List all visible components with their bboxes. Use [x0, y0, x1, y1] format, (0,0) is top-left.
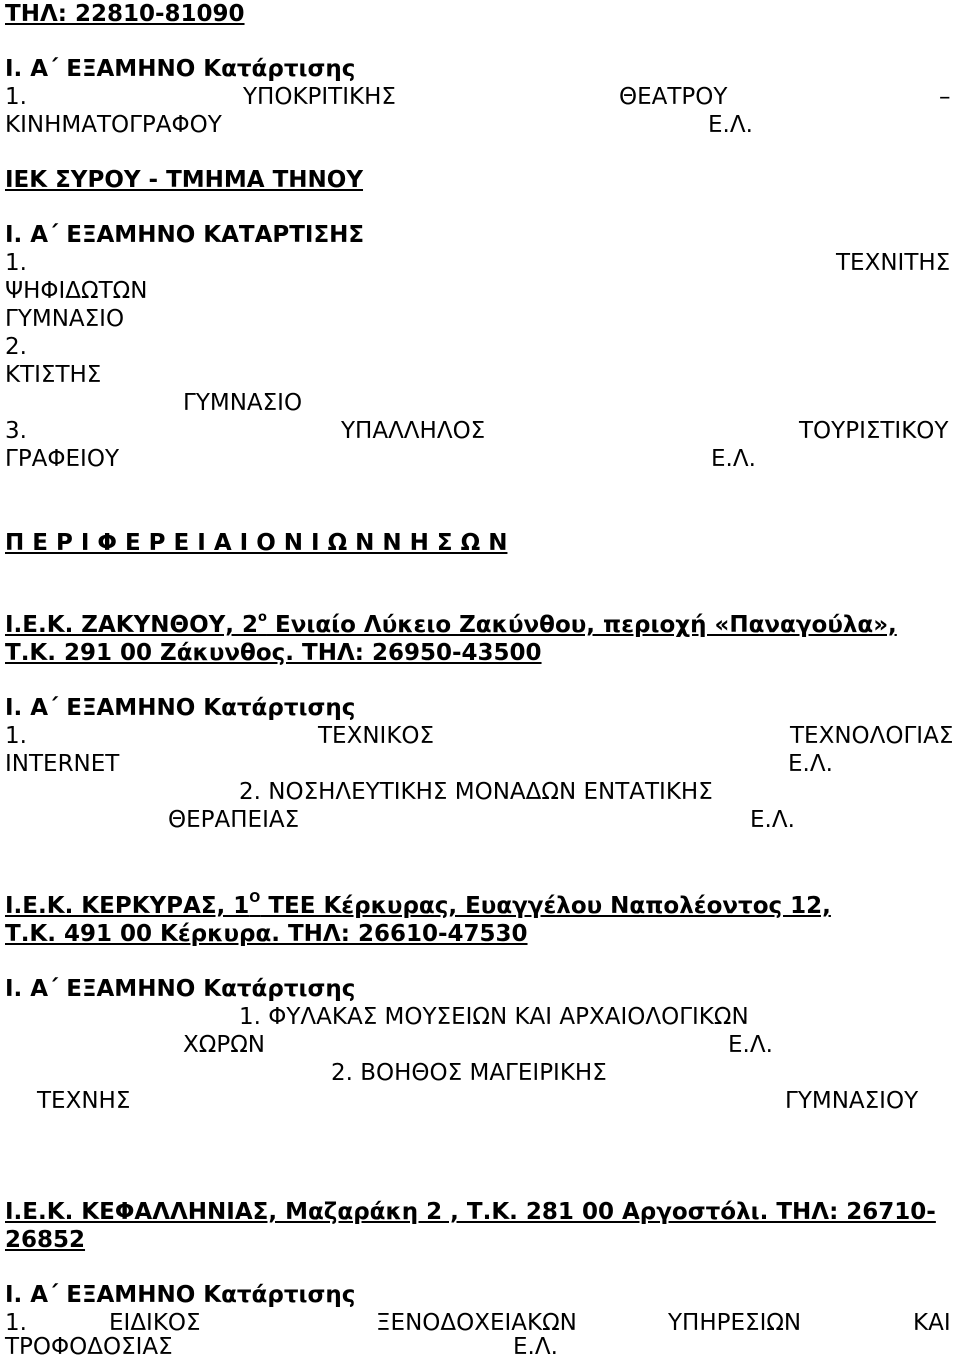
education-level: ΓΥΜΝΑΣΙΟ — [5, 306, 125, 332]
item-number: 1. — [5, 84, 27, 110]
section-title-continued: 26852 — [5, 1227, 86, 1253]
section-address: Τ.Κ. 491 00 Κέρκυρα. ΤΗΛ: 26610-47530 — [5, 921, 528, 947]
specialty-text: 2. ΒΟΗΘΟΣ ΜΑΓΕΙΡΙΚΗΣ — [331, 1060, 607, 1086]
education-level: Ε.Λ. — [708, 112, 753, 138]
education-level: Ε.Λ. — [513, 1334, 558, 1360]
dash-separator: – — [939, 84, 951, 110]
semester-heading: Ι. Α΄ ΕΞΑΜΗΝΟ Κατάρτισης — [5, 976, 356, 1002]
specialty-text: ΨΗΦΙΔΩΤΩΝ — [5, 278, 148, 304]
specialty-text: ΘΕΑΤΡΟΥ — [619, 84, 728, 110]
specialty-text: ΚΙΝΗΜΑΤΟΓΡΑΦΟΥ — [5, 112, 222, 138]
item-number: 1. — [5, 250, 27, 276]
education-level: Ε.Λ. — [750, 807, 795, 833]
semester-heading: Ι. Α΄ ΕΞΑΜΗΝΟ Κατάρτισης — [5, 56, 356, 82]
education-level: Ε.Λ. — [711, 446, 756, 472]
education-level: Ε.Λ. — [728, 1032, 773, 1058]
section-title: Ι.Ε.Κ. ΚΕΦΑΛΛΗΝΙΑΣ, Μαζαράκη 2 , Τ.Κ. 281 00 Αργοστόλι. ΤΗΛ: 26710- — [5, 1199, 936, 1225]
item-number: 1. — [5, 723, 27, 749]
item-number: 2. — [5, 334, 27, 360]
semester-heading: Ι. Α΄ ΕΞΑΜΗΝΟ Κατάρτισης — [5, 1282, 356, 1308]
specialty-text: ΥΠΟΚΡΙΤΙΚΗΣ — [243, 84, 396, 110]
specialty-text: ΕΙΔΙΚΟΣ — [109, 1310, 201, 1336]
specialty-text: ΚΤΙΣΤΗΣ — [5, 362, 102, 388]
item-number: 3. — [5, 418, 27, 444]
semester-heading: Ι. Α΄ ΕΞΑΜΗΝΟ Κατάρτισης — [5, 695, 356, 721]
specialty-text: 1. ΦΥΛΑΚΑΣ ΜΟΥΣΕΙΩΝ ΚΑΙ ΑΡΧΑΙΟΛΟΓΙΚΩΝ — [239, 1004, 749, 1030]
education-level: ΓΥΜΝΑΣΙΟΥ — [785, 1088, 919, 1114]
specialty-text: ΥΠΑΛΛΗΛΟΣ — [341, 418, 486, 444]
specialty-text: ΚΑΙ — [913, 1310, 951, 1336]
specialty-text: ΤΕΧΝΗΣ — [37, 1088, 131, 1114]
section-title: ΙΕΚ ΣΥΡΟΥ - ΤΜΗΜΑ ΤΗΝΟΥ — [5, 167, 364, 193]
specialty-text: ΤΕΧΝΙΚΟΣ — [318, 723, 435, 749]
specialty-text: 2. ΝΟΣΗΛΕΥΤΙΚΗΣ ΜΟΝΑΔΩΝ ΕΝΤΑΤΙΚΗΣ — [239, 779, 713, 805]
specialty-text: ΓΡΑΦΕΙΟΥ — [5, 446, 119, 472]
specialty-text: ΤΡΟΦΟΔΟΣΙΑΣ — [5, 1334, 173, 1360]
specialty-text: ΤΟΥΡΙΣΤΙΚΟΥ — [799, 418, 949, 444]
section-title: Ι.Ε.Κ. ΖΑΚΥΝΘΟΥ, $2^o$ Ενιαίο Λύκειο Ζακύνθου, περιοχή «Παναγούλα», — [5, 610, 897, 638]
section-title: Ι.Ε.Κ. ΚΕΡΚΥΡΑΣ, $1^O$ ΤΕΕ Κέρκυρας, Ευαγγέλου Ναπολέοντος 12, — [5, 891, 831, 919]
specialty-text: ΧΩΡΩΝ — [183, 1032, 265, 1058]
specialty-text: ΘΕΡΑΠΕΙΑΣ — [168, 807, 300, 833]
syros-phone: ΤΗΛ: 22810-81090 — [5, 1, 245, 27]
section-address: Τ.Κ. 291 00 Ζάκυνθος. ΤΗΛ: 26950-43500 — [5, 640, 542, 666]
specialty-text: ΤΕΧΝΙΤΗΣ — [836, 250, 951, 276]
specialty-text: ΞΕΝΟΔΟΧΕΙΑΚΩΝ — [376, 1310, 577, 1336]
education-level: ΓΥΜΝΑΣΙΟ — [183, 390, 303, 416]
specialty-text: INTERNET — [5, 751, 120, 777]
education-level: Ε.Λ. — [788, 751, 833, 777]
specialty-text: ΤΕΧΝΟΛΟΓΙΑΣ — [790, 723, 954, 749]
item-number: 1. — [5, 1310, 27, 1336]
specialty-text: ΥΠΗΡΕΣΙΩΝ — [668, 1310, 802, 1336]
region-heading: Π Ε Ρ Ι Φ Ε Ρ Ε Ι Α Ι Ο Ν Ι Ω Ν Ν Η Σ Ω Ν — [5, 530, 508, 556]
semester-heading: Ι. Α΄ ΕΞΑΜΗΝΟ ΚΑΤΑΡΤΙΣΗΣ — [5, 222, 365, 248]
